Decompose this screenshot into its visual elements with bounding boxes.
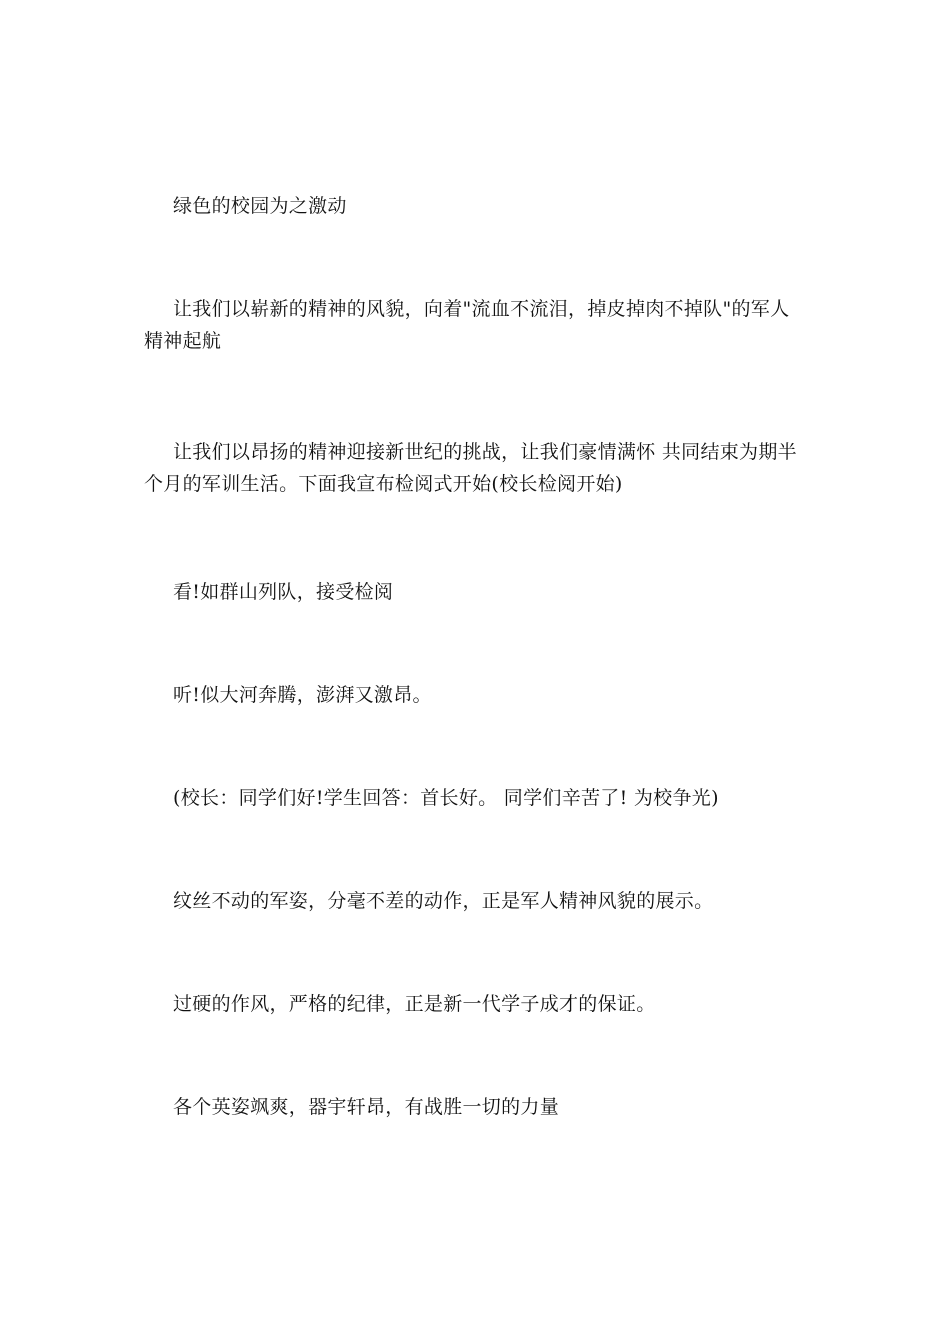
- paragraph-2: 让我们以崭新的精神的风貌，向着"流血不流泪，掉皮掉肉不掉队"的军人精神起航: [144, 298, 790, 352]
- paragraph-1: 绿色的校园为之激动: [173, 195, 347, 217]
- paragraph-9: 各个英姿飒爽，器宇轩昂，有战胜一切的力量: [173, 1096, 560, 1118]
- paragraph-3: 让我们以昂扬的精神迎接新世纪的挑战，让我们豪情满怀 共同结束为期半个月的军训生活。下面我宣布检阅式开始(校长检阅开始): [144, 441, 797, 495]
- paragraph-8: 过硬的作风，严格的纪律，正是新一代学子成才的保证。: [173, 993, 656, 1015]
- paragraph-7: 纹丝不动的军姿，分毫不差的动作，正是军人精神风貌的展示。: [173, 890, 714, 912]
- paragraph-6: (校长：同学们好!学生回答：首长好。 同学们辛苦了! 为校争光): [173, 787, 719, 809]
- paragraph-4: 看!如群山列队，接受检阅: [173, 581, 394, 603]
- paragraph-5: 听!似大河奔腾，澎湃又激昂。: [173, 684, 432, 706]
